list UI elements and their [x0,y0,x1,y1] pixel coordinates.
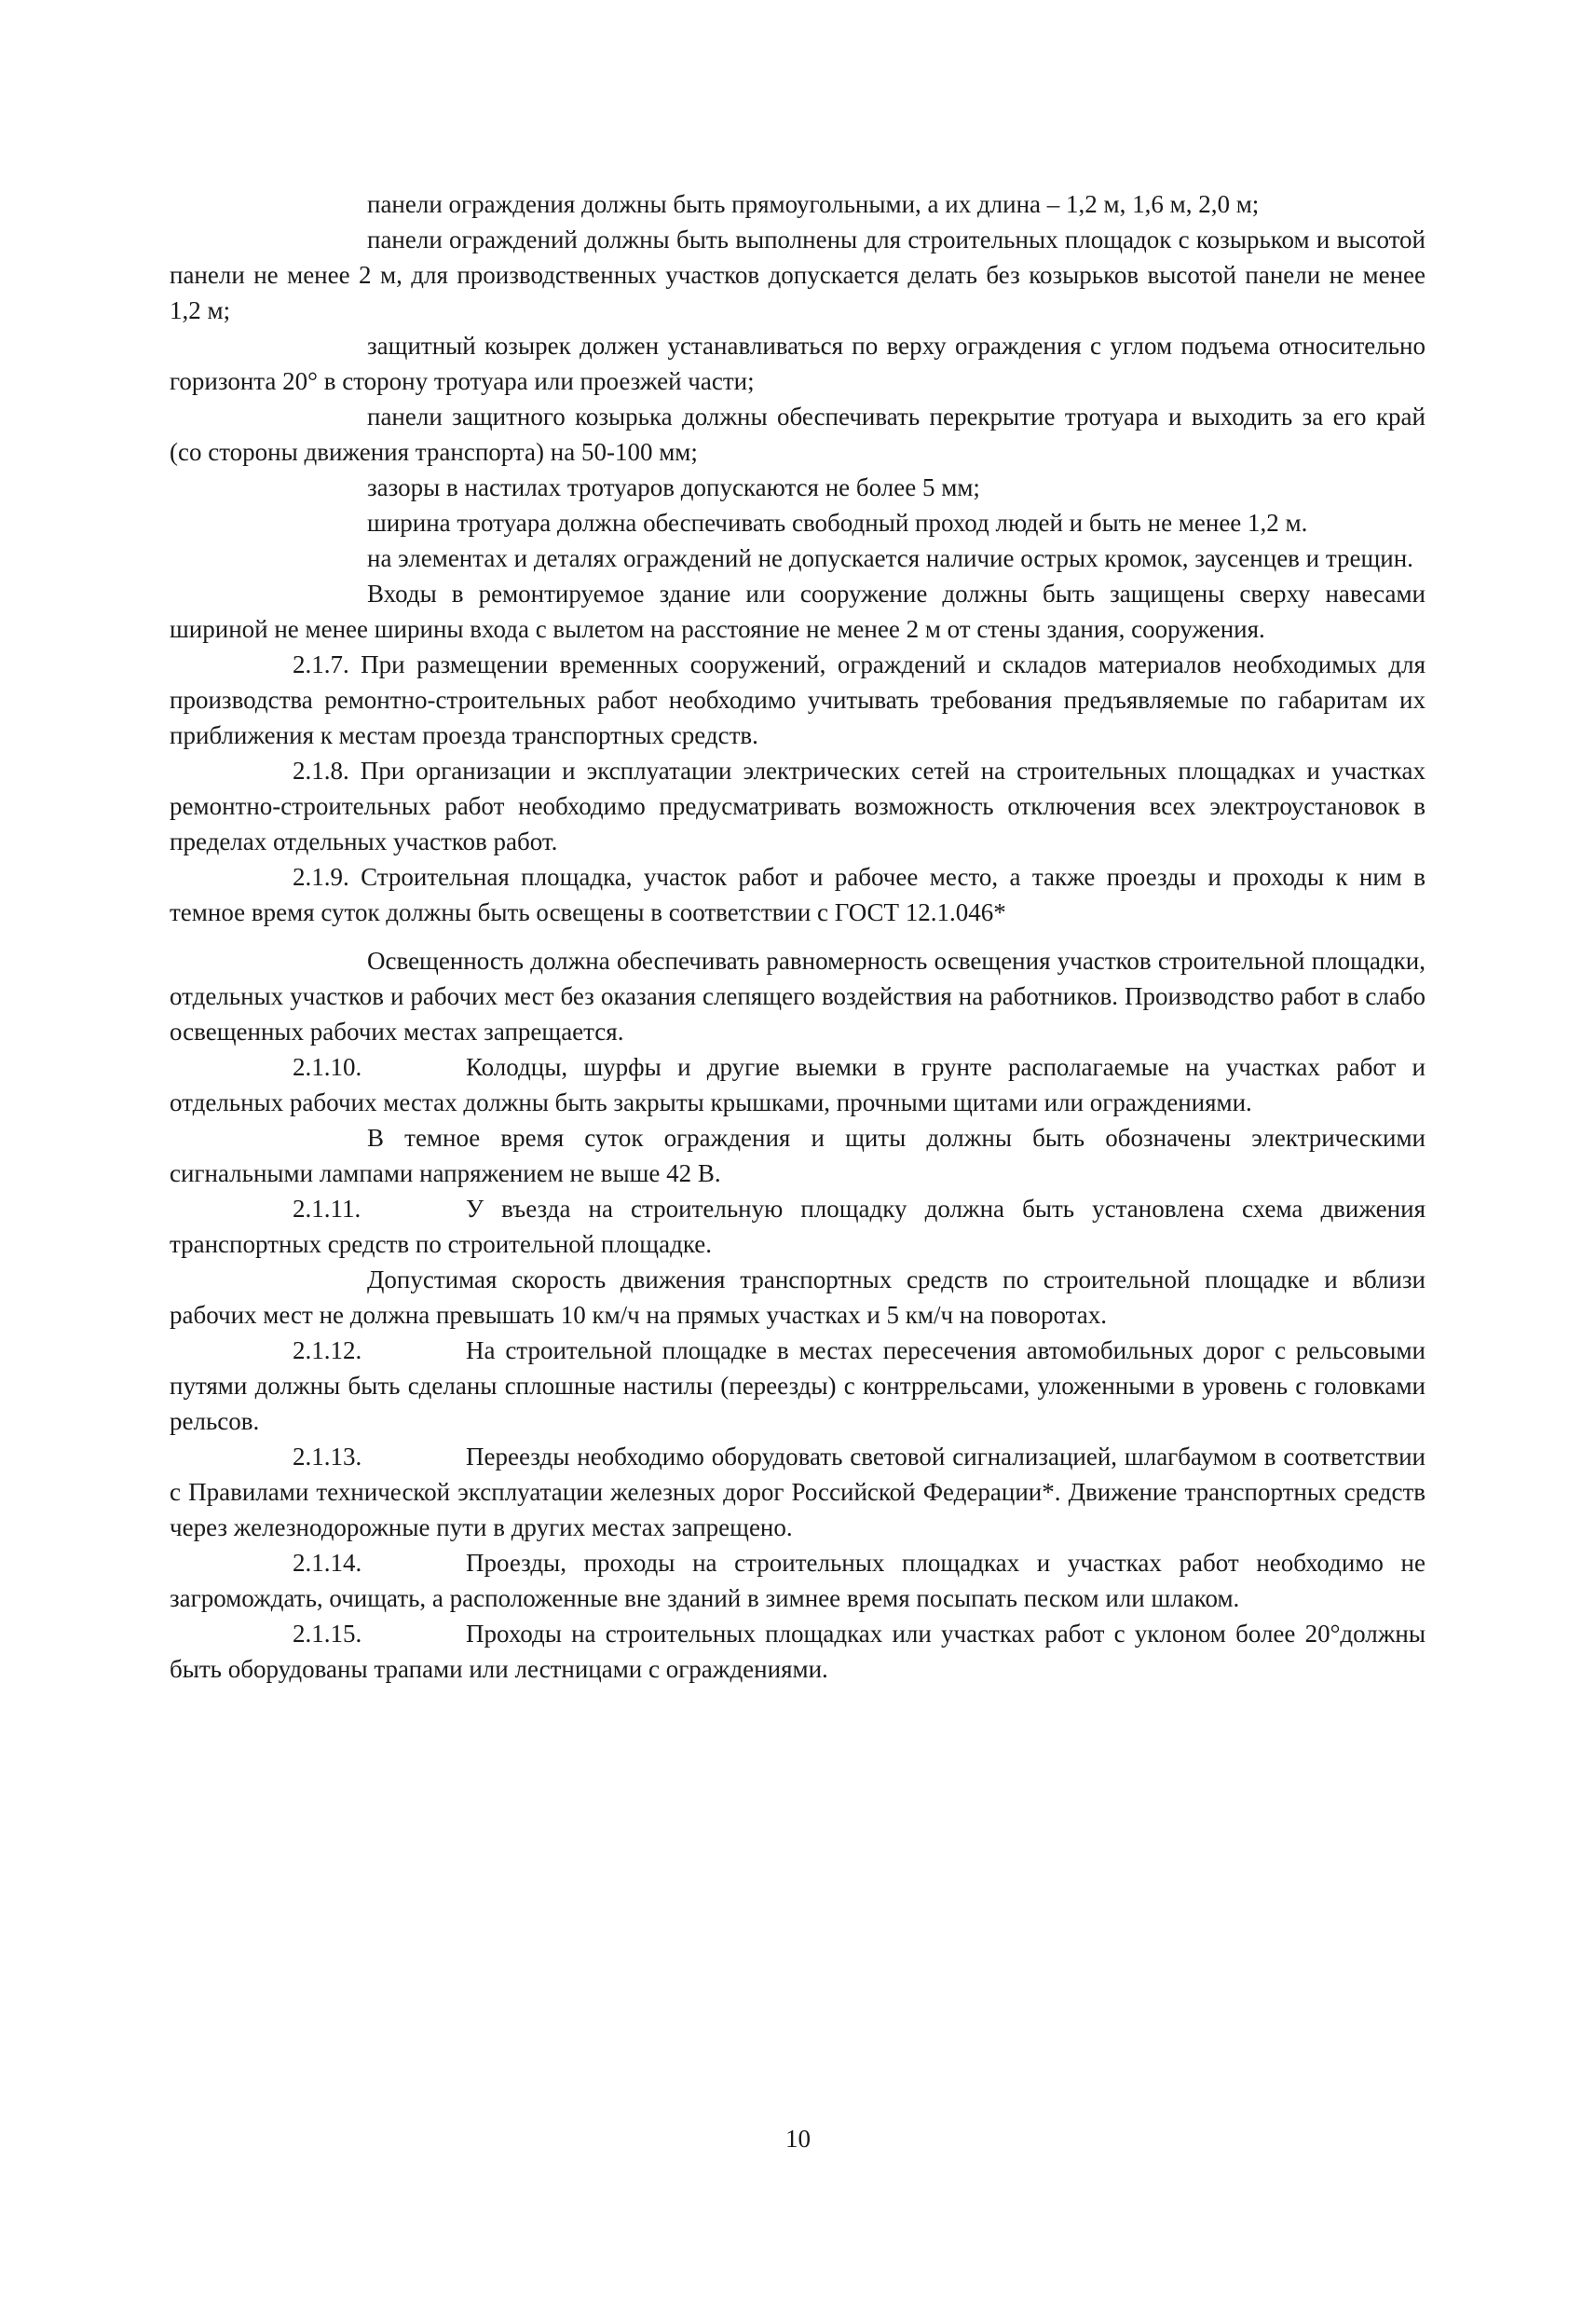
clause-number: 2.1.12. [293,1336,362,1364]
clause-text: Колодцы, шурфы и другие выемки в грунте располагаемые на участках работ и отдельных рабочих местах должны быть закрыты крышками, прочными щитами или ограждениями. [170,1053,1425,1116]
paragraph-canopy-angle: защитный козырек должен устанавливаться по верху ограждения с углом подъема относительно горизонта 20° в сторону тротуара или проезжей части; [170,332,1425,395]
clause-text: Переезды необходимо оборудовать световой сигнализацией, шлагбаумом в соответствии с Правилами технической эксплуатации железных дорог Российской Федерации*. Движение транспортных средств через железнодорожные пути в других местах запрещено. [170,1443,1425,1541]
paragraph-2-1-11 [170,1191,1425,1262]
clause-number: 2.1.13. [293,1443,362,1471]
paragraph-2-1-12 [170,1333,1425,1439]
page-number: 10 [785,2125,811,2153]
paragraph-2-1-7: 2.1.7. При размещении временных сооружений, ограждений и складов материалов необходимых для производства ремонтно-строительных работ необходимо учитывать требования предъявляемые по габаритам их приближения к местам проезда транспортных средств. [170,650,1425,749]
paragraph-2-1-10 [170,1049,1425,1120]
paragraph-2-1-15 [170,1616,1425,1687]
clause-number: 2.1.10. [293,1053,362,1081]
paragraph-illumination: Освещенность должна обеспечивать равномерность освещения участков строительной площадки, отдельных участков и рабочих мест без оказания слепящего воздействия на работников. Производство работ в слабо освещенных рабочих местах запрещается. [170,947,1425,1046]
paragraph-signal-lamps: В темное время суток ограждения и щиты должны быть обозначены электрическими сигнальными лампами напряжением не выше 42 В. [170,1124,1425,1187]
clause-number: 2.1.15. [293,1620,362,1648]
paragraph-2-1-9: 2.1.9. Строительная площадка, участок работ и рабочее место, а также проезды и проходы к ним в темное время суток должны быть освещены в соответствии с ГОСТ 12.1.046* [170,863,1425,926]
clause-text: На строительной площадке в местах пересечения автомобильных дорог с рельсовыми путями должны быть сделаны сплошные настилы (переезды) с контррельсами, уложенными в уровень с головками рельсов. [170,1336,1425,1435]
paragraph-2-1-8: 2.1.8. При организации и эксплуатации электрических сетей на строительных площадках и участках ремонтно-строительных работ необходимо предусматривать возможность отключения всех электроустановок в пределах отдельных участков работ. [170,757,1425,855]
document-body [170,186,1425,1687]
paragraph-fence-panels: панели ограждения должны быть прямоугольными, а их длина – 1,2 м, 1,6 м, 2,0 м; [367,190,1260,218]
paragraph-2-1-14 [170,1545,1425,1616]
paragraph-canopy-overlap: панели защитного козырька должны обеспечивать перекрытие тротуара и выходить за его край (со стороны движения транспорта) на 50-100 мм; [170,403,1425,466]
clause-number: 2.1.11. [293,1195,361,1223]
paragraph-2-1-13 [170,1439,1425,1545]
clause-text: У въезда на строительную площадку должна быть установлена схема движения транспортных средств по строительной площадке. [170,1195,1425,1258]
paragraph-entrance-canopies: Входы в ремонтируемое здание или сооружение должны быть защищены сверху навесами шириной не менее ширины входа с вылетом на расстояние не менее 2 м от стены здания, сооружения. [170,580,1425,643]
clause-text: Проходы на строительных площадках или участках работ с уклоном более 20°должны быть оборудованы трапами или лестницами с ограждениями. [170,1620,1425,1683]
clause-text: Проезды, проходы на строительных площадках и участках работ необходимо не загромождать, очищать, а расположенные вне зданий в зимнее время посыпать песком или шлаком. [170,1549,1425,1612]
clause-number: 2.1.14. [293,1549,362,1577]
paragraph-decking-gaps: зазоры в настилах тротуаров допускаются не более 5 мм; [367,473,980,501]
paragraph-speed-limit: Допустимая скорость движения транспортных средств по строительной площадке и вблизи рабочих мест не должна превышать 10 км/ч на прямых участках и 5 км/ч на поворотах. [170,1265,1425,1329]
paragraph-sidewalk-width: ширина тротуара должна обеспечивать свободный проход людей и быть не менее 1,2 м. [367,509,1308,537]
paragraph-sharp-edges: на элементах и деталях ограждений не допускается наличие острых кромок, заусенцев и трещин. [367,544,1413,572]
paragraph-panel-height: панели ограждений должны быть выполнены для строительных площадок с козырьком и высотой панели не менее 2 м, для производственных участков допускается делать без козырьков высотой панели не менее 1,2 м; [170,226,1425,324]
